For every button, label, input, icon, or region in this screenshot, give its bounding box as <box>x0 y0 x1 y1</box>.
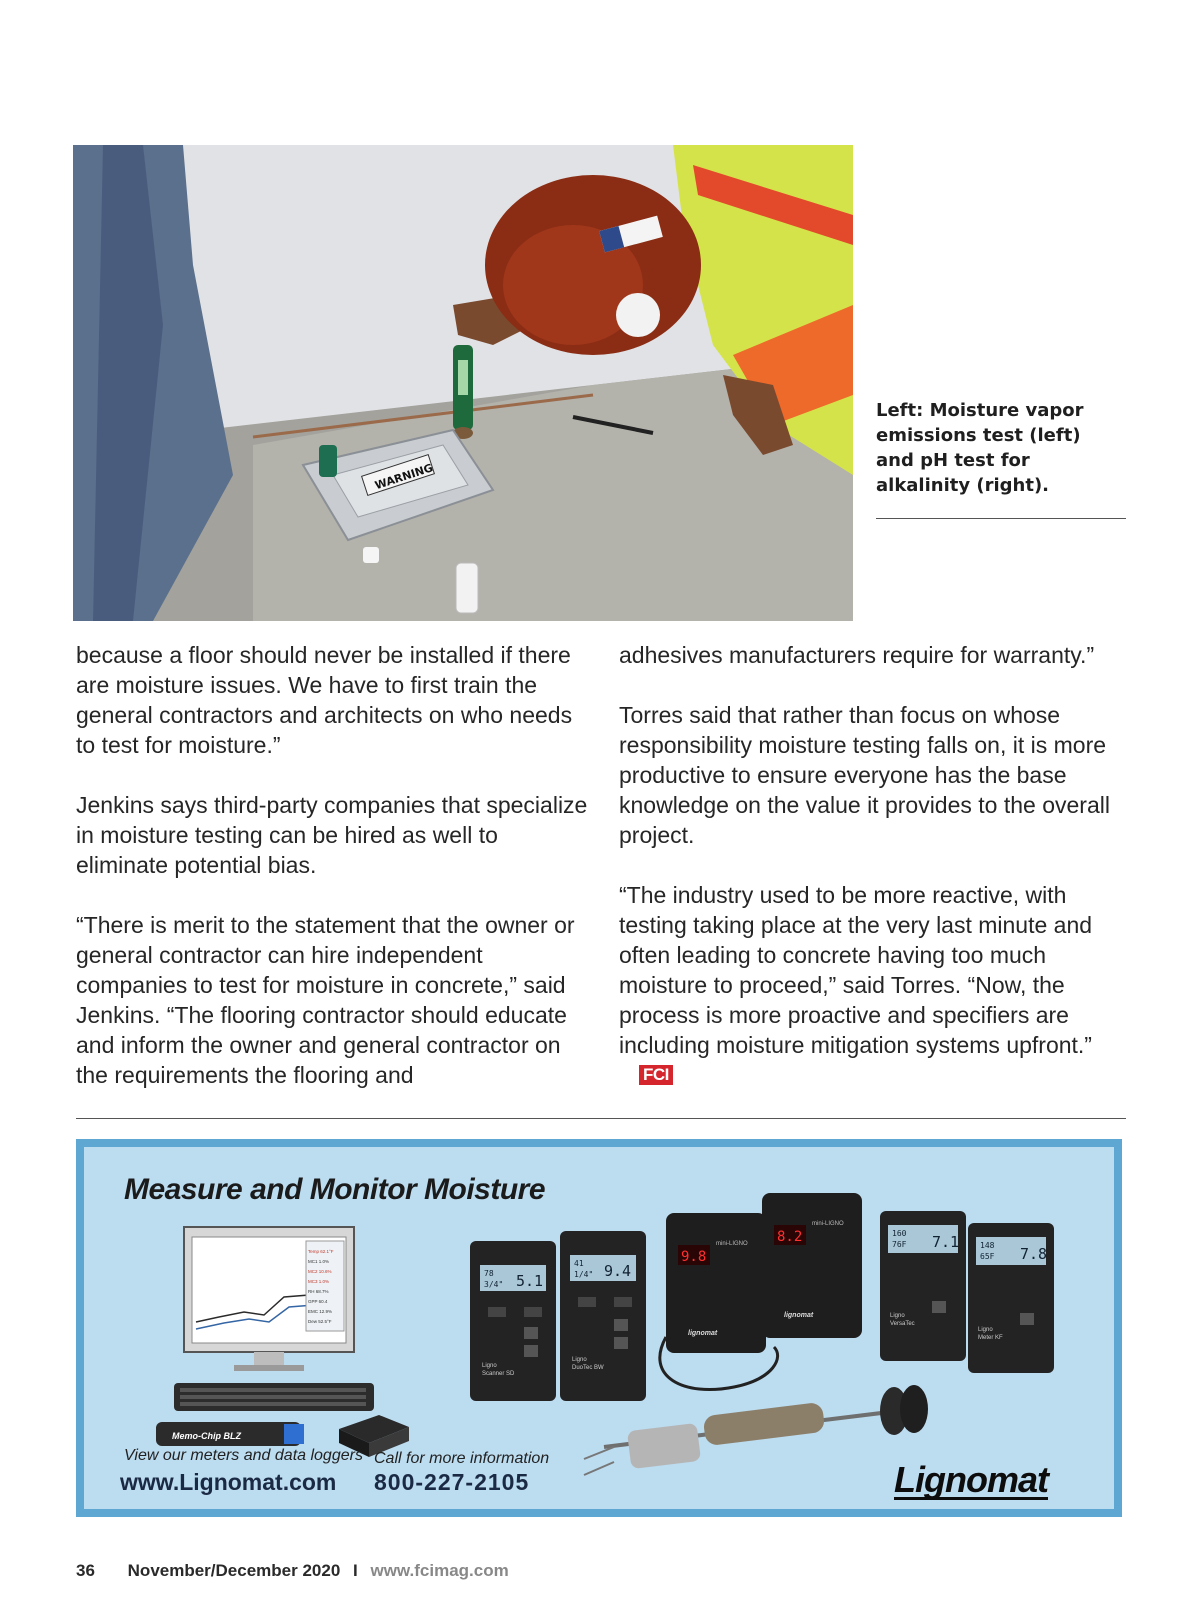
paragraph: Jenkins says third-party companies that specialize in moisture testing can be hired as well to eliminate potential bias. <box>76 792 588 878</box>
meter-ligno-versatec <box>880 1211 966 1361</box>
svg-text:78: 78 <box>484 1269 494 1278</box>
lignomat-advertisement[interactable] <box>76 1139 1122 1517</box>
ad-call-text: Call for more information <box>374 1450 550 1467</box>
svg-text:1/4": 1/4" <box>574 1270 594 1279</box>
dongle-label: Memo-Chip BLZ <box>172 1431 241 1441</box>
svg-text:Scanner SD: Scanner SD <box>482 1371 515 1377</box>
svg-text:mini-LIGNO: mini-LIGNO <box>812 1221 844 1227</box>
paragraph: because a floor should never be installed if there are moisture issues. We have to first train the general contractors and architects on who needs to test for moisture.” <box>76 642 573 758</box>
svg-text:65F: 65F <box>980 1252 995 1261</box>
ad-headline: Measure and Monitor Moisture <box>124 1173 546 1206</box>
svg-text:mini-LIGNO: mini-LIGNO <box>716 1241 748 1247</box>
svg-text:9.4: 9.4 <box>604 1262 632 1280</box>
svg-text:Dew 52.5°F: Dew 52.5°F <box>308 1319 332 1324</box>
photo-caption: Left: Moisture vapor emissions test (left) and pH test for alkalinity (right). <box>876 400 1084 496</box>
ad-brand-logo: Lignomat <box>894 1459 1048 1500</box>
svg-text:DuoTec BW: DuoTec BW <box>572 1365 604 1371</box>
svg-text:VersaTec: VersaTec <box>890 1321 915 1327</box>
svg-text:160: 160 <box>892 1229 907 1238</box>
svg-text:7.8: 7.8 <box>1020 1245 1048 1263</box>
svg-text:Meter KF: Meter KF <box>978 1335 1003 1341</box>
page-footer <box>76 1561 509 1581</box>
svg-text:MC2 10.6%: MC2 10.6% <box>308 1269 332 1274</box>
svg-text:Ligno: Ligno <box>572 1357 587 1363</box>
paragraph-text: “The industry used to be more reactive, with testing taking place at the very last minute and often leading to concrete having too much moisture to proceed,” said Torres. “Now, the process is more proactive and specifiers are including moisture mitigation systems upfront.” <box>619 882 1093 1058</box>
usb-dongle-icon <box>156 1422 304 1446</box>
ad-view-text: View our meters and data loggers <box>124 1447 363 1464</box>
section-divider <box>76 1118 1126 1119</box>
svg-text:Ligno: Ligno <box>482 1363 497 1369</box>
svg-text:lignomat: lignomat <box>784 1312 814 1319</box>
fci-end-logo: FCI <box>639 1065 673 1085</box>
ad-panel <box>84 1147 1114 1509</box>
article-photo <box>73 145 853 621</box>
svg-text:MC1 1.0%: MC1 1.0% <box>308 1259 330 1264</box>
paragraph: “There is merit to the statement that the owner or general contractor can hire independent companies to test for moisture in concrete,” said Jenkins. “The flooring contractor should educate and inform the owner and general contractor on the requirements the flooring and <box>76 912 575 1088</box>
tent-label: WARNING <box>373 461 435 493</box>
paragraph: adhesives manufacturers require for warranty.” <box>619 642 1095 668</box>
svg-text:Temp 62.1°F: Temp 62.1°F <box>308 1249 334 1254</box>
meter-ligno-scanner-sd <box>470 1241 556 1401</box>
computer-monitor-icon <box>184 1227 354 1371</box>
paragraph-final <box>619 880 1139 1090</box>
meter-ligno-duotec-bw <box>560 1231 646 1401</box>
svg-text:41: 41 <box>574 1259 584 1268</box>
svg-text:lignomat: lignomat <box>688 1330 718 1337</box>
svg-text:5.1: 5.1 <box>516 1272 544 1290</box>
photo-illustration <box>73 145 853 621</box>
meter-mini-ligno-ed <box>666 1213 766 1353</box>
svg-text:EMC 12.9%: EMC 12.9% <box>308 1309 333 1314</box>
paragraph: Torres said that rather than focus on whose responsibility moisture testing falls on, it is more productive to ensure everyone has the base knowledge on the value it provides to the overall project. <box>619 702 1110 848</box>
page-number: 36 <box>76 1561 95 1580</box>
svg-text:GPP 60.4: GPP 60.4 <box>308 1299 328 1304</box>
svg-text:MC3 1.0%: MC3 1.0% <box>308 1279 330 1284</box>
svg-text:8.2: 8.2 <box>777 1229 803 1245</box>
svg-text:148: 148 <box>980 1241 995 1250</box>
svg-text:Ligno: Ligno <box>978 1327 993 1333</box>
ad-phone-number[interactable]: 800-227-2105 <box>374 1469 530 1495</box>
footer-website-link[interactable]: www.fcimag.com <box>370 1561 509 1580</box>
footer-separator: I <box>353 1561 358 1580</box>
svg-text:76F: 76F <box>892 1240 907 1249</box>
svg-text:RH 68.7%: RH 68.7% <box>308 1289 329 1294</box>
svg-text:9.8: 9.8 <box>681 1249 707 1265</box>
svg-text:7.1: 7.1 <box>932 1233 960 1251</box>
article-column-right <box>619 640 1139 1120</box>
meter-ligno-meter-kf <box>968 1223 1054 1373</box>
svg-text:3/4": 3/4" <box>484 1280 504 1289</box>
meter-mini-ligno-dxc <box>762 1193 862 1338</box>
issue-date: November/December 2020 <box>127 1561 341 1580</box>
caption-divider <box>876 518 1126 519</box>
article-column-left <box>76 640 591 1120</box>
ad-website-link[interactable]: www.Lignomat.com <box>120 1469 337 1495</box>
svg-text:Ligno: Ligno <box>890 1313 905 1319</box>
